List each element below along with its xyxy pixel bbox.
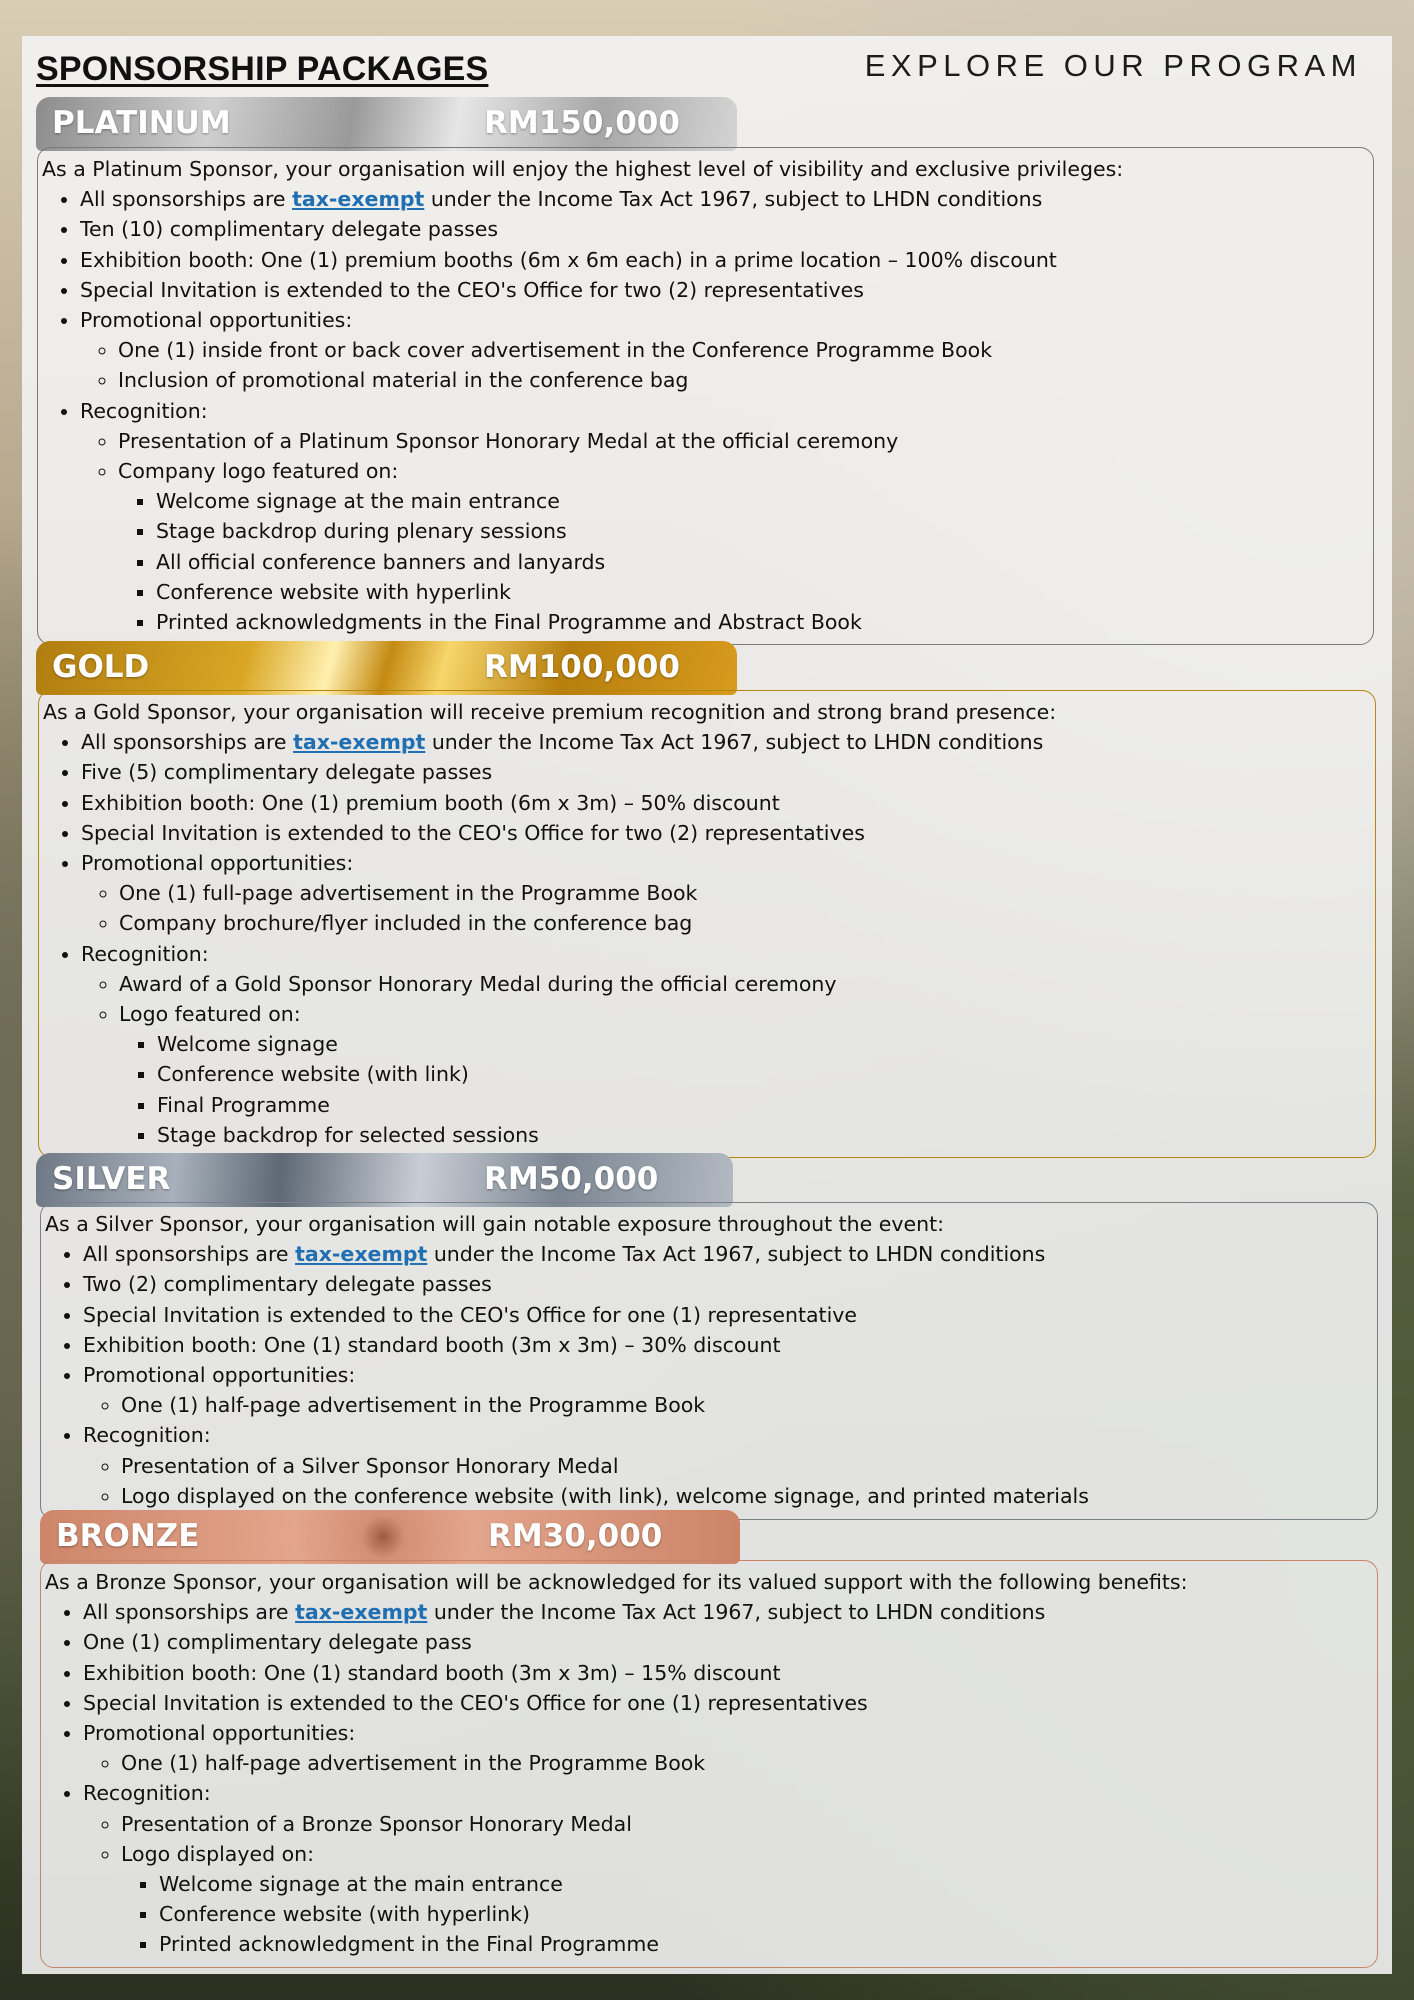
list-item: ▪ Printed acknowledgment in the Final Programme	[159, 1929, 1373, 1959]
list-item: • Recognition: ◦ Award of a Gold Sponsor Honorary Medal during the official ceremony ◦ Logo featured on: ▪ Welcome signage ▪ Conference website (with link) ▪ Final Programme ▪ Stage backdrop for selected sessions	[81, 939, 1371, 1150]
list-item: ▪ Welcome signage	[157, 1029, 1371, 1059]
list-item: ◦ One (1) full-page advertisement in the Programme Book	[119, 878, 1371, 908]
list-item: • Promotional opportunities: ◦ One (1) full-page advertisement in the Programme Book ◦ Company brochure/flyer included in the conference bag	[81, 848, 1371, 939]
explore-program-heading: EXPLORE OUR PROGRAM	[864, 48, 1362, 83]
tax-exempt-link[interactable]: tax-exempt	[293, 730, 426, 755]
list-item: • Ten (10) complimentary delegate passes	[80, 214, 1369, 244]
list-item: • Exhibition booth: One (1) standard booth (3m x 3m) – 30% discount	[83, 1330, 1373, 1360]
list-item: • One (1) complimentary delegate pass	[83, 1627, 1373, 1657]
tier-name: GOLD	[52, 649, 150, 685]
tax-exempt-link[interactable]: tax-exempt	[295, 1600, 428, 1625]
gold-header-band	[36, 641, 737, 695]
list-item: ◦ One (1) half-page advertisement in the Programme Book	[121, 1748, 1373, 1778]
platinum-header-band	[36, 97, 737, 151]
list-item: ◦ Award of a Gold Sponsor Honorary Medal during the official ceremony	[119, 969, 1371, 999]
benefit-list	[42, 184, 1369, 637]
list-item: ◦ Logo featured on: ▪ Welcome signage ▪ Conference website (with link) ▪ Final Programme ▪ Stage backdrop for selected sessions	[119, 999, 1371, 1150]
list-item: • Promotional opportunities: ◦ One (1) half-page advertisement in the Programme Book	[83, 1360, 1373, 1420]
list-item: ◦ Presentation of a Platinum Sponsor Honorary Medal at the official ceremony	[118, 426, 1369, 456]
list-item: ▪ Stage backdrop during plenary sessions	[156, 516, 1369, 546]
list-item: • Two (2) complimentary delegate passes	[83, 1269, 1373, 1299]
bronze-header-band	[40, 1510, 740, 1564]
tier-price: RM30,000	[488, 1518, 663, 1554]
list-item: ▪ Welcome signage at the main entrance	[159, 1869, 1373, 1899]
tier-price: RM50,000	[484, 1161, 659, 1197]
list-item: ▪ Conference website (with hyperlink)	[159, 1899, 1373, 1929]
list-item: • All sponsorships are tax-exempt under the Income Tax Act 1967, subject to LHDN conditions	[83, 1239, 1373, 1269]
tier-name: PLATINUM	[52, 105, 231, 141]
tier-price: RM150,000	[484, 105, 680, 141]
silver-header-band	[36, 1153, 733, 1207]
benefit-list	[43, 727, 1371, 1150]
benefit-list	[45, 1597, 1373, 1959]
tier-price: RM100,000	[484, 649, 680, 685]
list-item: • Special Invitation is extended to the CEO's Office for one (1) representative	[83, 1300, 1373, 1330]
gold-benefits-box	[38, 690, 1376, 1158]
list-item: ◦ One (1) inside front or back cover advertisement in the Conference Programme Book	[118, 335, 1369, 365]
list-item: • Special Invitation is extended to the CEO's Office for two (2) representatives	[81, 818, 1371, 848]
platinum-benefits-box	[37, 147, 1374, 645]
list-item: • Exhibition booth: One (1) standard booth (3m x 3m) – 15% discount	[83, 1658, 1373, 1688]
list-item: ◦ Company brochure/flyer included in the conference bag	[119, 908, 1371, 938]
list-item: • Recognition: ◦ Presentation of a Platinum Sponsor Honorary Medal at the official ceremony ◦ Company logo featured on: ▪ Welcome signage at the main entrance ▪ Stage backdrop during plenary sessions ▪ All official conference banners and lanyards ▪ Conference website with hyperlink ▪ Printed acknowledgments in the Final Programme and Abstract Book	[80, 396, 1369, 638]
list-item: ▪ Conference website with hyperlink	[156, 577, 1369, 607]
tax-exempt-link[interactable]: tax-exempt	[292, 187, 425, 212]
list-item: ◦ Company logo featured on: ▪ Welcome signage at the main entrance ▪ Stage backdrop during plenary sessions ▪ All official conference banners and lanyards ▪ Conference website with hyperlink ▪ Printed acknowledgments in the Final Programme and Abstract Book	[118, 456, 1369, 637]
silver-benefits-box	[40, 1202, 1378, 1520]
list-item: ▪ Welcome signage at the main entrance	[156, 486, 1369, 516]
tier-intro: As a Bronze Sponsor, your organisation will be acknowledged for its valued support with the following benefits:	[45, 1570, 1188, 1594]
list-item: • Exhibition booth: One (1) premium booths (6m x 6m each) in a prime location – 100% discount	[80, 245, 1369, 275]
list-item: • Exhibition booth: One (1) premium booth (6m x 3m) – 50% discount	[81, 788, 1371, 818]
tax-exempt-link[interactable]: tax-exempt	[295, 1242, 428, 1267]
list-item: ▪ All official conference banners and lanyards	[156, 547, 1369, 577]
list-item: • All sponsorships are tax-exempt under the Income Tax Act 1967, subject to LHDN conditions	[80, 184, 1369, 214]
list-item: • Special Invitation is extended to the CEO's Office for one (1) representatives	[83, 1688, 1373, 1718]
list-item: ▪ Printed acknowledgments in the Final Programme and Abstract Book	[156, 607, 1369, 637]
list-item: ◦ Logo displayed on: ▪ Welcome signage at the main entrance ▪ Conference website (with hyperlink) ▪ Printed acknowledgment in the Final Programme	[121, 1839, 1373, 1960]
list-item: ◦ Presentation of a Silver Sponsor Honorary Medal	[121, 1451, 1373, 1481]
list-item: • Recognition: ◦ Presentation of a Silver Sponsor Honorary Medal ◦ Logo displayed on the conference website (with link), welcome signage, and printed materials	[83, 1420, 1373, 1511]
bronze-benefits-box	[40, 1560, 1378, 1968]
list-item: ◦ Inclusion of promotional material in the conference bag	[118, 365, 1369, 395]
list-item: • Promotional opportunities: ◦ One (1) inside front or back cover advertisement in the Conference Programme Book ◦ Inclusion of promotional material in the conference bag	[80, 305, 1369, 396]
list-item: ◦ One (1) half-page advertisement in the Programme Book	[121, 1390, 1373, 1420]
list-item: ▪ Stage backdrop for selected sessions	[157, 1120, 1371, 1150]
list-item: • All sponsorships are tax-exempt under the Income Tax Act 1967, subject to LHDN conditions	[81, 727, 1371, 757]
list-item: ▪ Final Programme	[157, 1090, 1371, 1120]
tier-intro: As a Gold Sponsor, your organisation will receive premium recognition and strong brand presence:	[43, 700, 1057, 724]
list-item: ◦ Logo displayed on the conference website (with link), welcome signage, and printed materials	[121, 1481, 1373, 1511]
tier-name: BRONZE	[56, 1518, 200, 1554]
tier-intro: As a Silver Sponsor, your organisation will gain notable exposure throughout the event:	[45, 1212, 945, 1236]
tier-name: SILVER	[52, 1161, 171, 1197]
list-item: ▪ Conference website (with link)	[157, 1059, 1371, 1089]
tier-intro: As a Platinum Sponsor, your organisation will enjoy the highest level of visibility and exclusive privileges:	[42, 157, 1124, 181]
list-item: • All sponsorships are tax-exempt under the Income Tax Act 1967, subject to LHDN conditions	[83, 1597, 1373, 1627]
list-item: • Five (5) complimentary delegate passes	[81, 757, 1371, 787]
page-title: SPONSORSHIP PACKAGES	[36, 50, 489, 88]
list-item: • Promotional opportunities: ◦ One (1) half-page advertisement in the Programme Book	[83, 1718, 1373, 1778]
benefit-list	[45, 1239, 1373, 1511]
list-item: • Special Invitation is extended to the CEO's Office for two (2) representatives	[80, 275, 1369, 305]
list-item: • Recognition: ◦ Presentation of a Bronze Sponsor Honorary Medal ◦ Logo displayed on: ▪ Welcome signage at the main entrance ▪ Conference website (with hyperlink) ▪ Printed acknowledgment in the Final Programme	[83, 1778, 1373, 1959]
list-item: ◦ Presentation of a Bronze Sponsor Honorary Medal	[121, 1809, 1373, 1839]
